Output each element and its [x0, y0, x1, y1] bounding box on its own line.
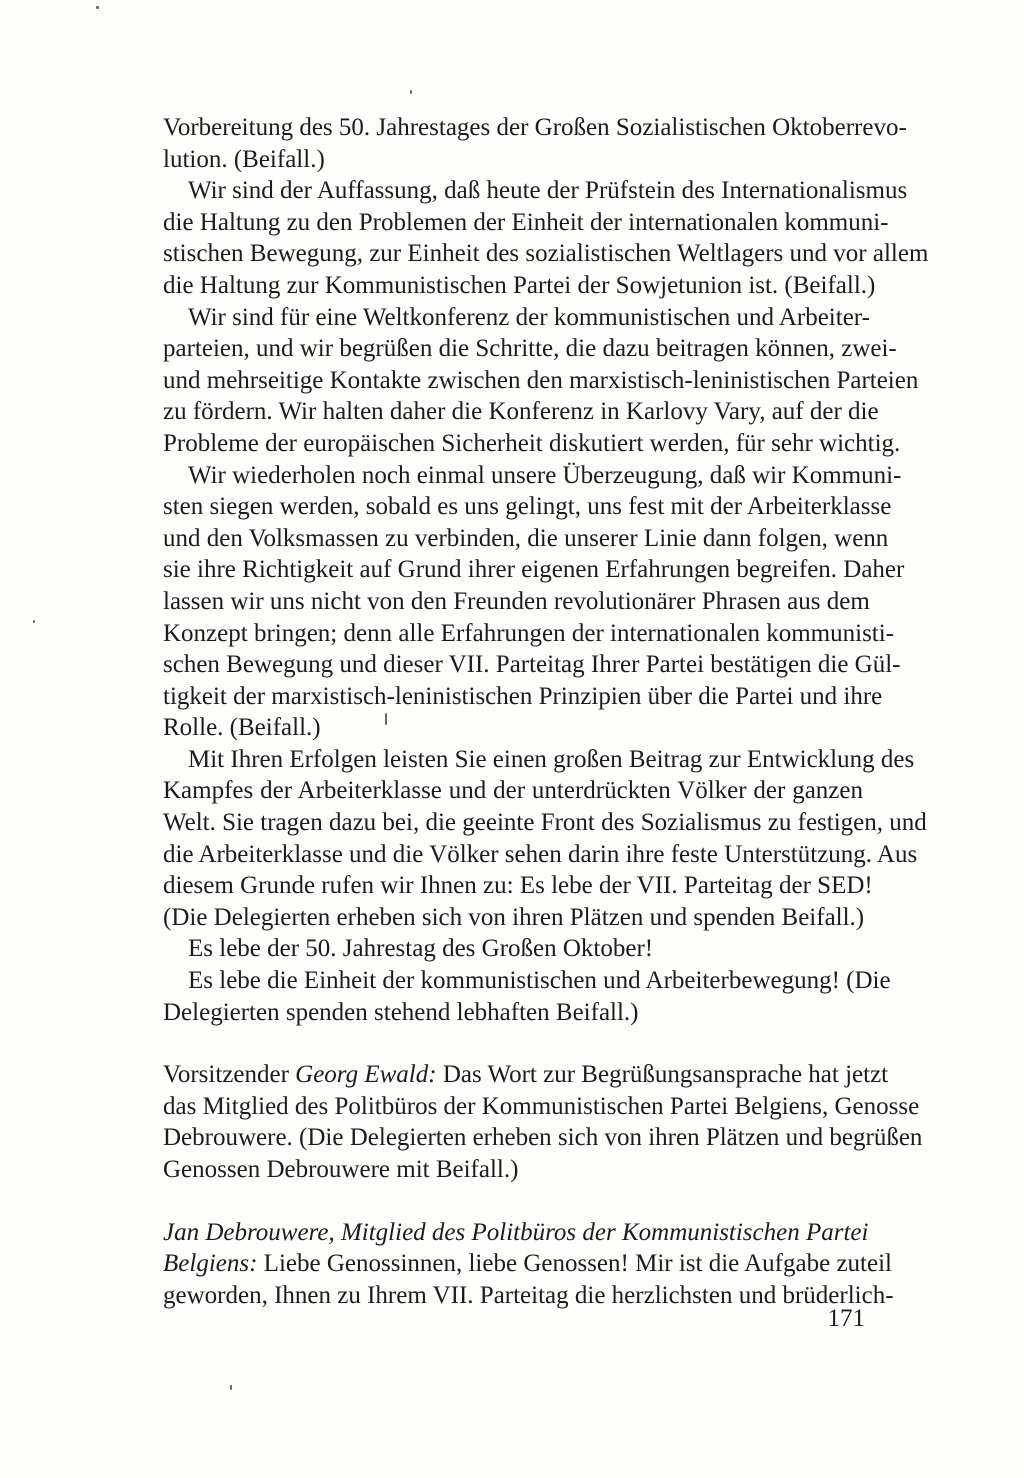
text-line: Konzept bringen; denn alle Erfahrungen der internationalen kommunisti- — [163, 619, 895, 647]
text-line: Vorbereitung des 50. Jahrestages der Großen Sozialistischen Oktoberrevo- — [163, 114, 907, 141]
text-line: lassen wir uns nicht von den Freunden revolutionärer Phrasen aus dem — [163, 587, 870, 615]
text-line: (Die Delegierten erheben sich von ihren Plätzen und spenden Beifall.) — [163, 903, 865, 931]
text-line: Delegierten spenden stehend lebhaften Beifall.) — [163, 998, 639, 1026]
text-line: die Arbeiterklasse und die Völker sehen darin ihre feste Unterstützung. Aus — [163, 840, 918, 868]
speech-speaker-affiliation: Belgiens: — [163, 1250, 258, 1278]
text-line: und mehrseitige Kontakte zwischen den marxistisch-leninistischen Parteien — [163, 366, 919, 394]
chair-speaker-name: Georg Ewald: — [295, 1061, 437, 1089]
text-line: die Haltung zur Kommunistischen Partei der Sowjetunion ist. (Beifall.) — [163, 271, 876, 299]
speech-intro-line — [163, 1248, 892, 1280]
speech-speaker-line: Jan Debrouwere, Mitglied des Politbüros der Kommunistischen Partei — [163, 1218, 869, 1246]
page-number: 171 — [827, 1305, 865, 1332]
text-line: Mit Ihren Erfolgen leisten Sie einen großen Beitrag zur Entwicklung des — [188, 745, 915, 773]
scan-speck — [33, 620, 35, 623]
text-line: das Mitglied des Politbüros der Kommunistischen Partei Belgiens, Genosse — [163, 1092, 920, 1120]
text-line: Kampfes der Arbeiterklasse und der unterdrückten Völker der ganzen — [163, 777, 863, 805]
text-line: Wir sind der Auffassung, daß heute der Prüfstein des Internationalismus — [188, 177, 908, 205]
text-line: Welt. Sie tragen dazu bei, die geeinte Front des Sozialismus zu festigen, und — [163, 809, 927, 837]
text-line: Probleme der europäischen Sicherheit diskutiert werden, für sehr wichtig. — [163, 429, 901, 457]
chair-prefix: Vorsitzender — [163, 1061, 296, 1089]
text-line: schen Bewegung und dieser VII. Parteitag Ihrer Partei bestätigen die Gül- — [163, 651, 901, 679]
scan-speck — [410, 90, 412, 94]
text-line: Wir wiederholen noch einmal unsere Überzeugung, daß wir Kommuni- — [188, 461, 902, 489]
text-line: stischen Bewegung, zur Einheit des sozialistischen Weltlagers und vor allem — [163, 240, 929, 268]
text-line: Genossen Debrouwere mit Beifall.) — [163, 1156, 519, 1183]
scan-speck — [230, 1385, 232, 1390]
text-line: die Haltung zu den Problemen der Einheit der internationalen kommuni- — [163, 208, 889, 236]
chair-intro-line — [163, 1059, 889, 1091]
paragraph-gap — [163, 1028, 863, 1059]
speech-text: Liebe Genossinnen, liebe Genossen! Mir ist die Aufgabe zuteil — [257, 1250, 892, 1278]
text-line: zu fördern. Wir halten daher die Konferenz in Karlovy Vary, auf der die — [163, 398, 879, 426]
text-line: sten siegen werden, sobald es uns gelingt, uns fest mit der Arbeiterklasse — [163, 493, 892, 521]
text-line: Debrouwere. (Die Delegierten erheben sich von ihren Plätzen und begrüßen — [163, 1124, 923, 1152]
scan-speck — [96, 6, 99, 9]
text-line: lution. (Beifall.) — [163, 145, 325, 173]
scan-speck — [385, 713, 387, 725]
text-line: Wir sind für eine Weltkonferenz der kommunistischen und Arbeiter- — [188, 303, 870, 331]
text-line: geworden, Ihnen zu Ihrem VII. Parteitag die herzlichsten und brüderlich- — [163, 1281, 894, 1309]
text-line: sie ihre Richtigkeit auf Grund ihrer eigenen Erfahrungen begreifen. Daher — [163, 556, 905, 584]
text-line: diesem Grunde rufen wir Ihnen zu: Es lebe der VII. Parteitag der SED! — [163, 872, 873, 900]
text-line: tigkeit der marxistisch-leninistischen Prinzipien über die Partei und ihre — [163, 682, 883, 710]
text-line: Es lebe der 50. Jahrestag des Großen Oktober! — [188, 935, 654, 963]
text-line: Rolle. (Beifall.) — [163, 714, 321, 742]
text-line: parteien, und wir begrüßen die Schritte, die dazu beitragen können, zwei- — [163, 335, 897, 363]
text-line: und den Volksmassen zu verbinden, die unserer Linie dann folgen, wenn — [163, 524, 889, 552]
paragraph-gap — [163, 1186, 863, 1217]
text-line: Es lebe die Einheit der kommunistischen und Arbeiterbewegung! (Die — [188, 967, 891, 995]
chair-text: Das Wort zur Begrüßungsansprache hat jetzt — [436, 1061, 889, 1089]
body-text — [163, 112, 929, 1311]
